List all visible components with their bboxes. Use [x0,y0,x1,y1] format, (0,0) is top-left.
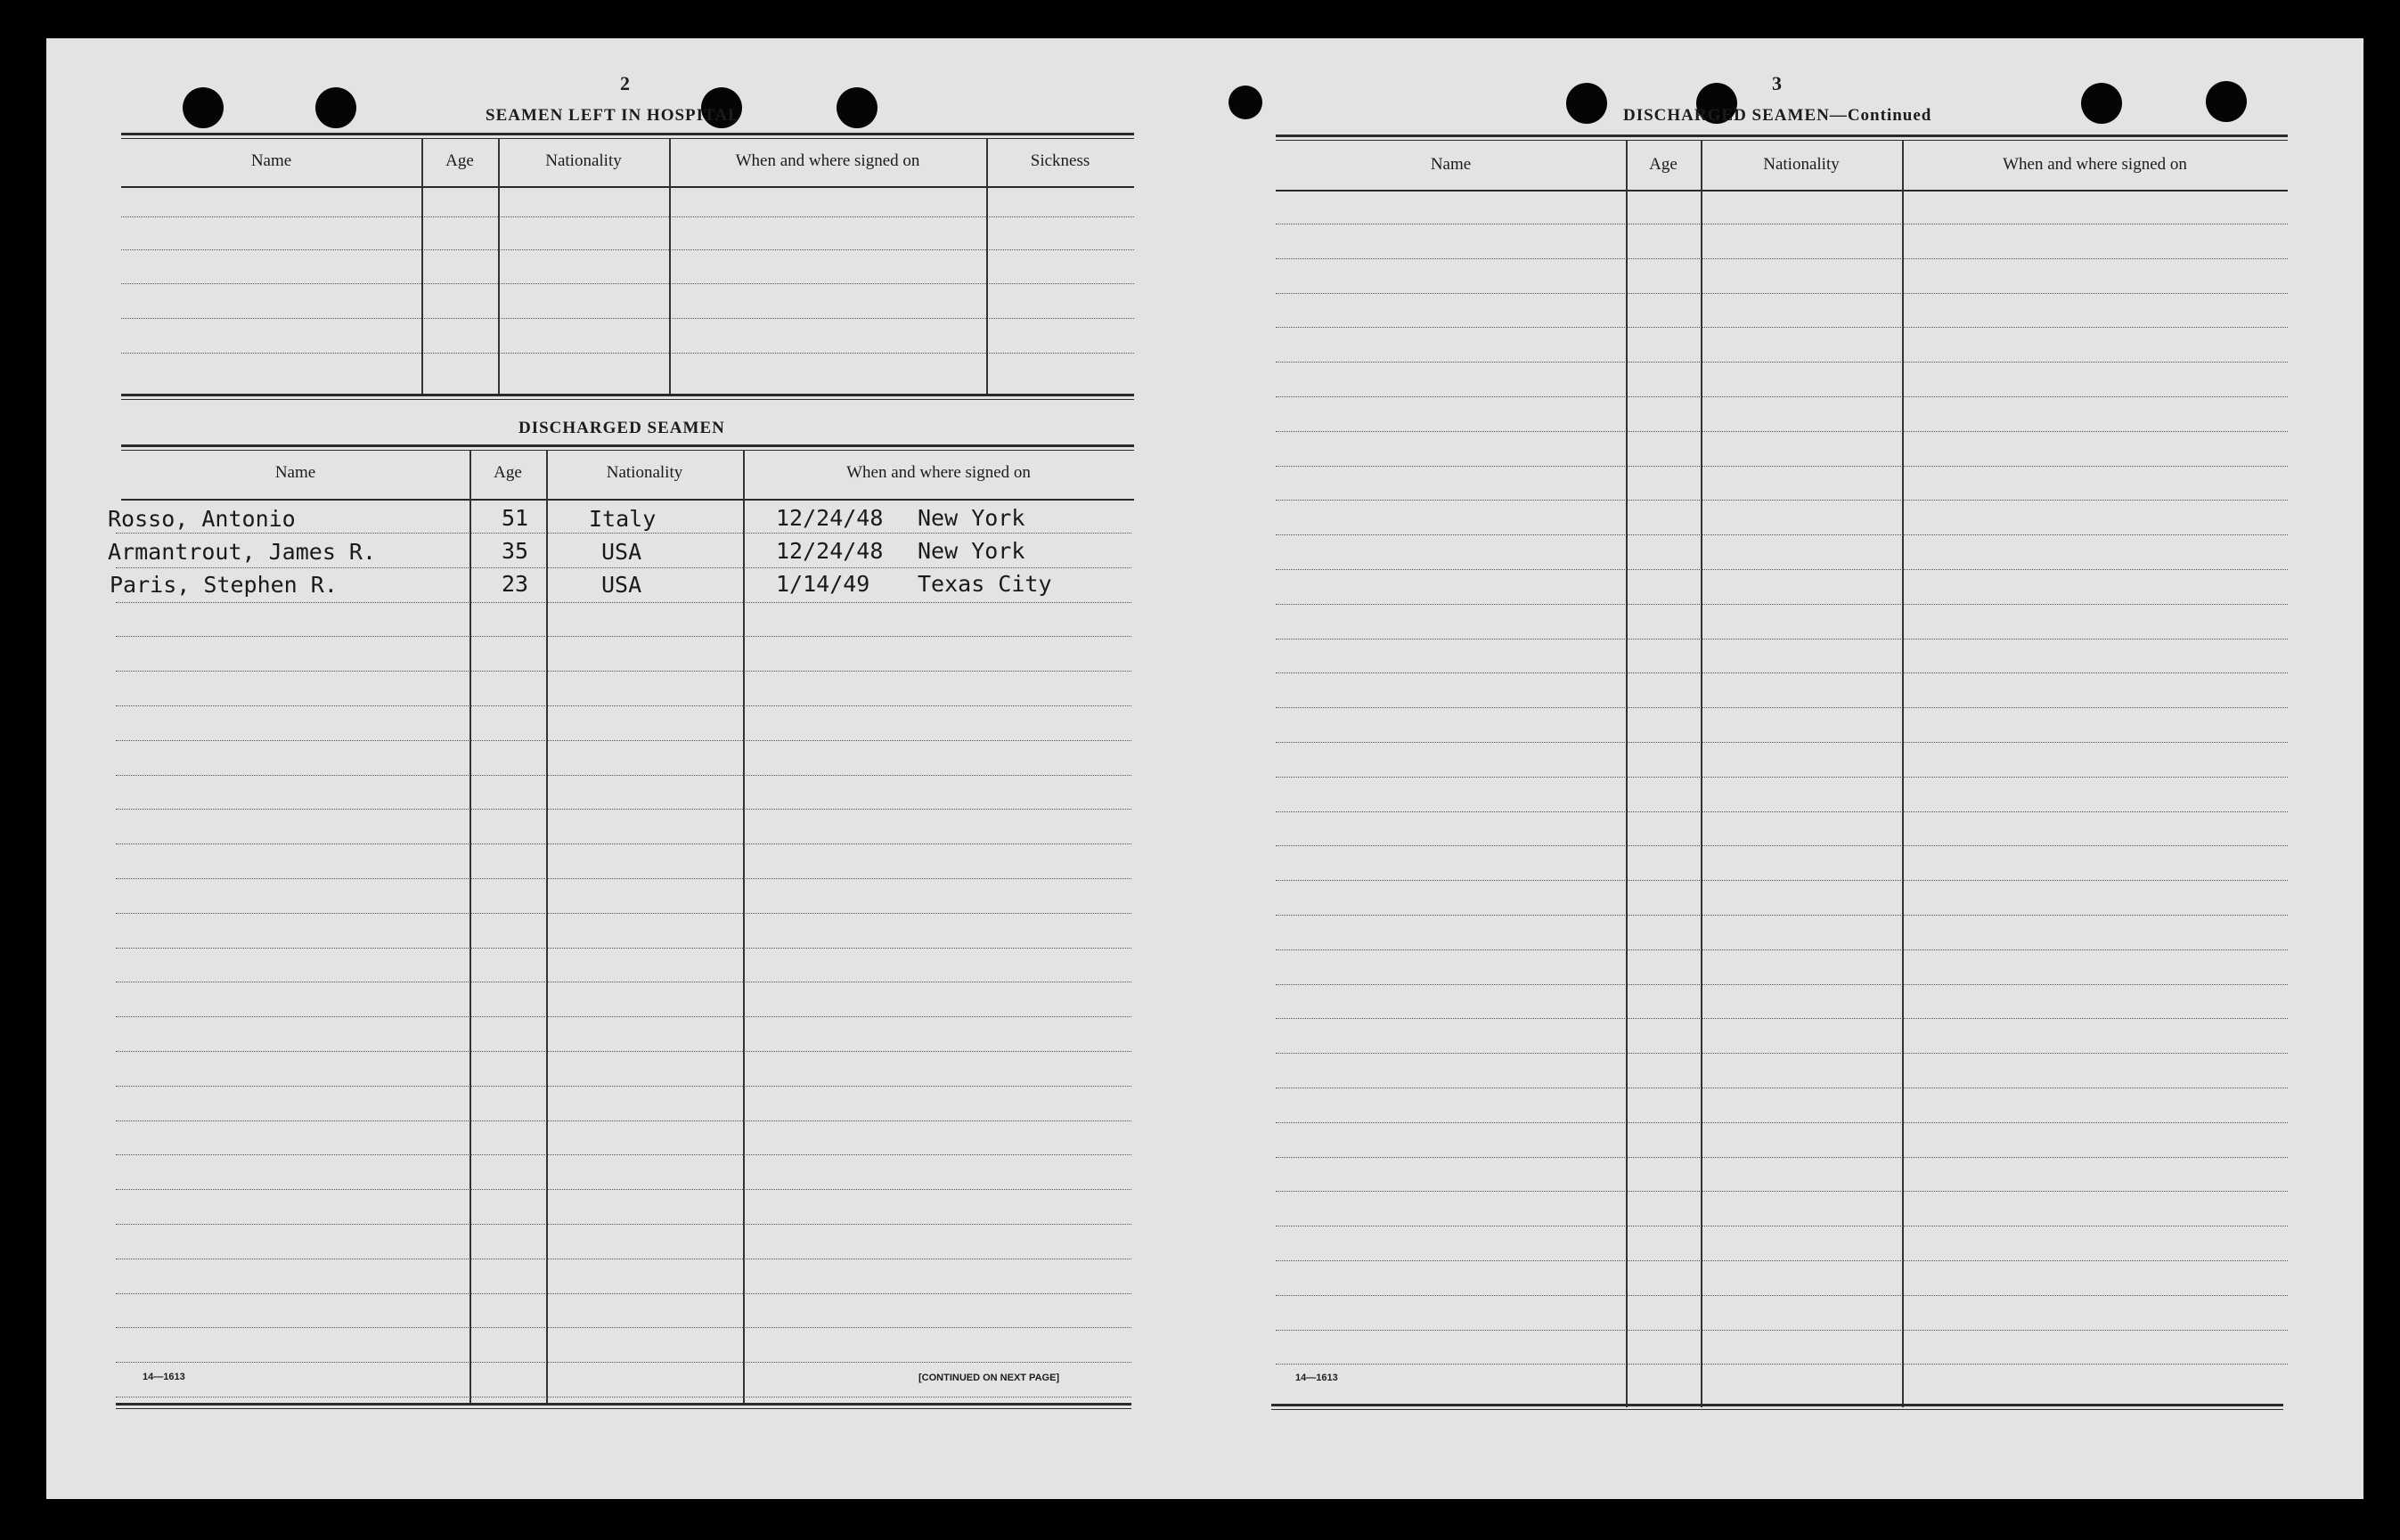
row-line [116,1362,1131,1363]
section-title-discharged-continued: DISCHARGED SEAMEN—Continued [1623,106,1932,125]
punch-hole [2081,83,2122,124]
signed-on-date: 12/24/48 [776,505,884,531]
row-line [121,353,1134,354]
row-line [1276,1053,2288,1054]
row-line [1276,984,2288,985]
row-line [121,318,1134,319]
row-line [1276,604,2288,605]
page-number: 3 [1772,72,1782,94]
seaman-name: Paris, Stephen R. [110,572,338,598]
row-line [116,809,1131,810]
table-rule [121,499,1134,501]
table-rule [116,1408,1131,1409]
row-line [1276,534,2288,535]
column-header-signed-on: When and where signed on [846,463,1031,482]
column-divider [1902,140,1904,1407]
row-line [121,283,1134,284]
signed-on-place: Texas City [918,571,1052,597]
table-rule [121,138,1134,139]
row-line [116,913,1131,914]
table-rule [121,186,1134,188]
row-line [1276,672,2288,673]
row-line [1276,569,2288,570]
punch-hole [1229,86,1262,119]
row-line [116,705,1131,706]
table-rule [1276,190,2288,191]
table-rule [121,394,1134,396]
seaman-age: 23 [502,571,529,597]
table-rule [121,399,1134,400]
row-line [116,602,1131,603]
row-line [116,1016,1131,1017]
row-line [1276,362,2288,363]
punch-hole [183,87,224,128]
row-line [1276,1157,2288,1158]
row-line [1276,949,2288,950]
column-divider [986,138,988,394]
table-rule [121,133,1134,135]
row-line [1276,845,2288,846]
row-line [1276,1260,2288,1261]
column-divider [1701,140,1702,1407]
punch-hole [837,87,878,128]
column-header-name: Name [274,463,316,482]
table-rule [1271,1404,2283,1406]
row-line [116,1086,1131,1087]
row-line [121,216,1134,217]
row-line [116,1051,1131,1052]
table-rule [1271,1409,2283,1410]
column-header-age: Age [445,151,474,170]
row-line [1276,707,2288,708]
row-line [1276,293,2288,294]
table-rule [1276,134,2288,137]
section-title-discharged: DISCHARGED SEAMEN [518,419,725,437]
column-divider [498,138,500,394]
seaman-nationality: USA [601,572,642,598]
punch-hole [1566,83,1607,124]
row-line [1276,1364,2288,1365]
seaman-name: Armantrout, James R. [108,539,377,565]
row-line [116,1224,1131,1225]
punch-hole [315,87,356,128]
column-header-sickness: Sickness [1030,151,1090,170]
column-header-nationality: Nationality [606,463,683,482]
column-divider [743,450,745,1403]
row-line [1276,431,2288,432]
row-line [1276,1018,2288,1019]
row-line [1276,811,2288,812]
row-line [116,878,1131,879]
row-line [1276,639,2288,640]
row-line [116,1120,1131,1121]
signed-on-date: 1/14/49 [776,571,870,597]
row-line [1276,258,2288,259]
row-line [121,249,1134,250]
seaman-name: Rosso, Antonio [108,506,296,532]
seaman-age: 35 [502,538,529,564]
row-line [1276,500,2288,501]
column-header-age: Age [1649,155,1678,174]
section-title-hospital: SEAMEN LEFT IN HOSPITAL [486,106,740,125]
row-line [1276,777,2288,778]
table-rule [121,450,1134,451]
column-header-signed-on: When and where signed on [2003,155,2187,174]
document-sheet [46,38,2363,1499]
row-line [1276,1295,2288,1296]
row-line [116,948,1131,949]
signed-on-date: 12/24/48 [776,538,884,564]
row-line [116,533,1131,534]
row-line [116,1293,1131,1294]
form-number: 14—1613 [1295,1373,1338,1383]
column-header-age: Age [494,463,522,482]
row-line [116,1327,1131,1328]
signed-on-place: New York [918,538,1025,564]
row-line [1276,1122,2288,1123]
row-line [116,740,1131,741]
row-line [1276,466,2288,467]
row-line [116,1189,1131,1190]
row-line [1276,742,2288,743]
table-rule [1276,140,2288,141]
row-line [1276,396,2288,397]
row-line [116,843,1131,844]
column-divider [469,450,471,1403]
continued-note: [CONTINUED ON NEXT PAGE] [918,1373,1060,1383]
seaman-nationality: USA [601,539,642,565]
page-number: 2 [620,72,630,94]
punch-hole [2206,81,2247,122]
row-line [1276,1330,2288,1331]
row-line [1276,880,2288,881]
seaman-nationality: Italy [589,506,657,532]
column-header-name: Name [250,151,292,170]
column-divider [1626,140,1628,1407]
row-line [116,567,1131,568]
seaman-age: 51 [502,505,529,531]
form-number: 14—1613 [143,1372,185,1382]
row-line [116,671,1131,672]
column-header-signed-on: When and where signed on [735,151,920,170]
signed-on-place: New York [918,505,1025,531]
column-header-name: Name [1430,155,1472,174]
column-divider [669,138,671,394]
column-divider [421,138,423,394]
table-rule [116,1403,1131,1406]
row-line [116,775,1131,776]
table-rule [121,444,1134,447]
column-divider [546,450,548,1403]
column-header-nationality: Nationality [545,151,622,170]
column-header-nationality: Nationality [1763,155,1840,174]
row-line [1276,1191,2288,1192]
row-line [116,1154,1131,1155]
row-line [1276,327,2288,328]
row-line [1276,915,2288,916]
row-line [116,636,1131,637]
